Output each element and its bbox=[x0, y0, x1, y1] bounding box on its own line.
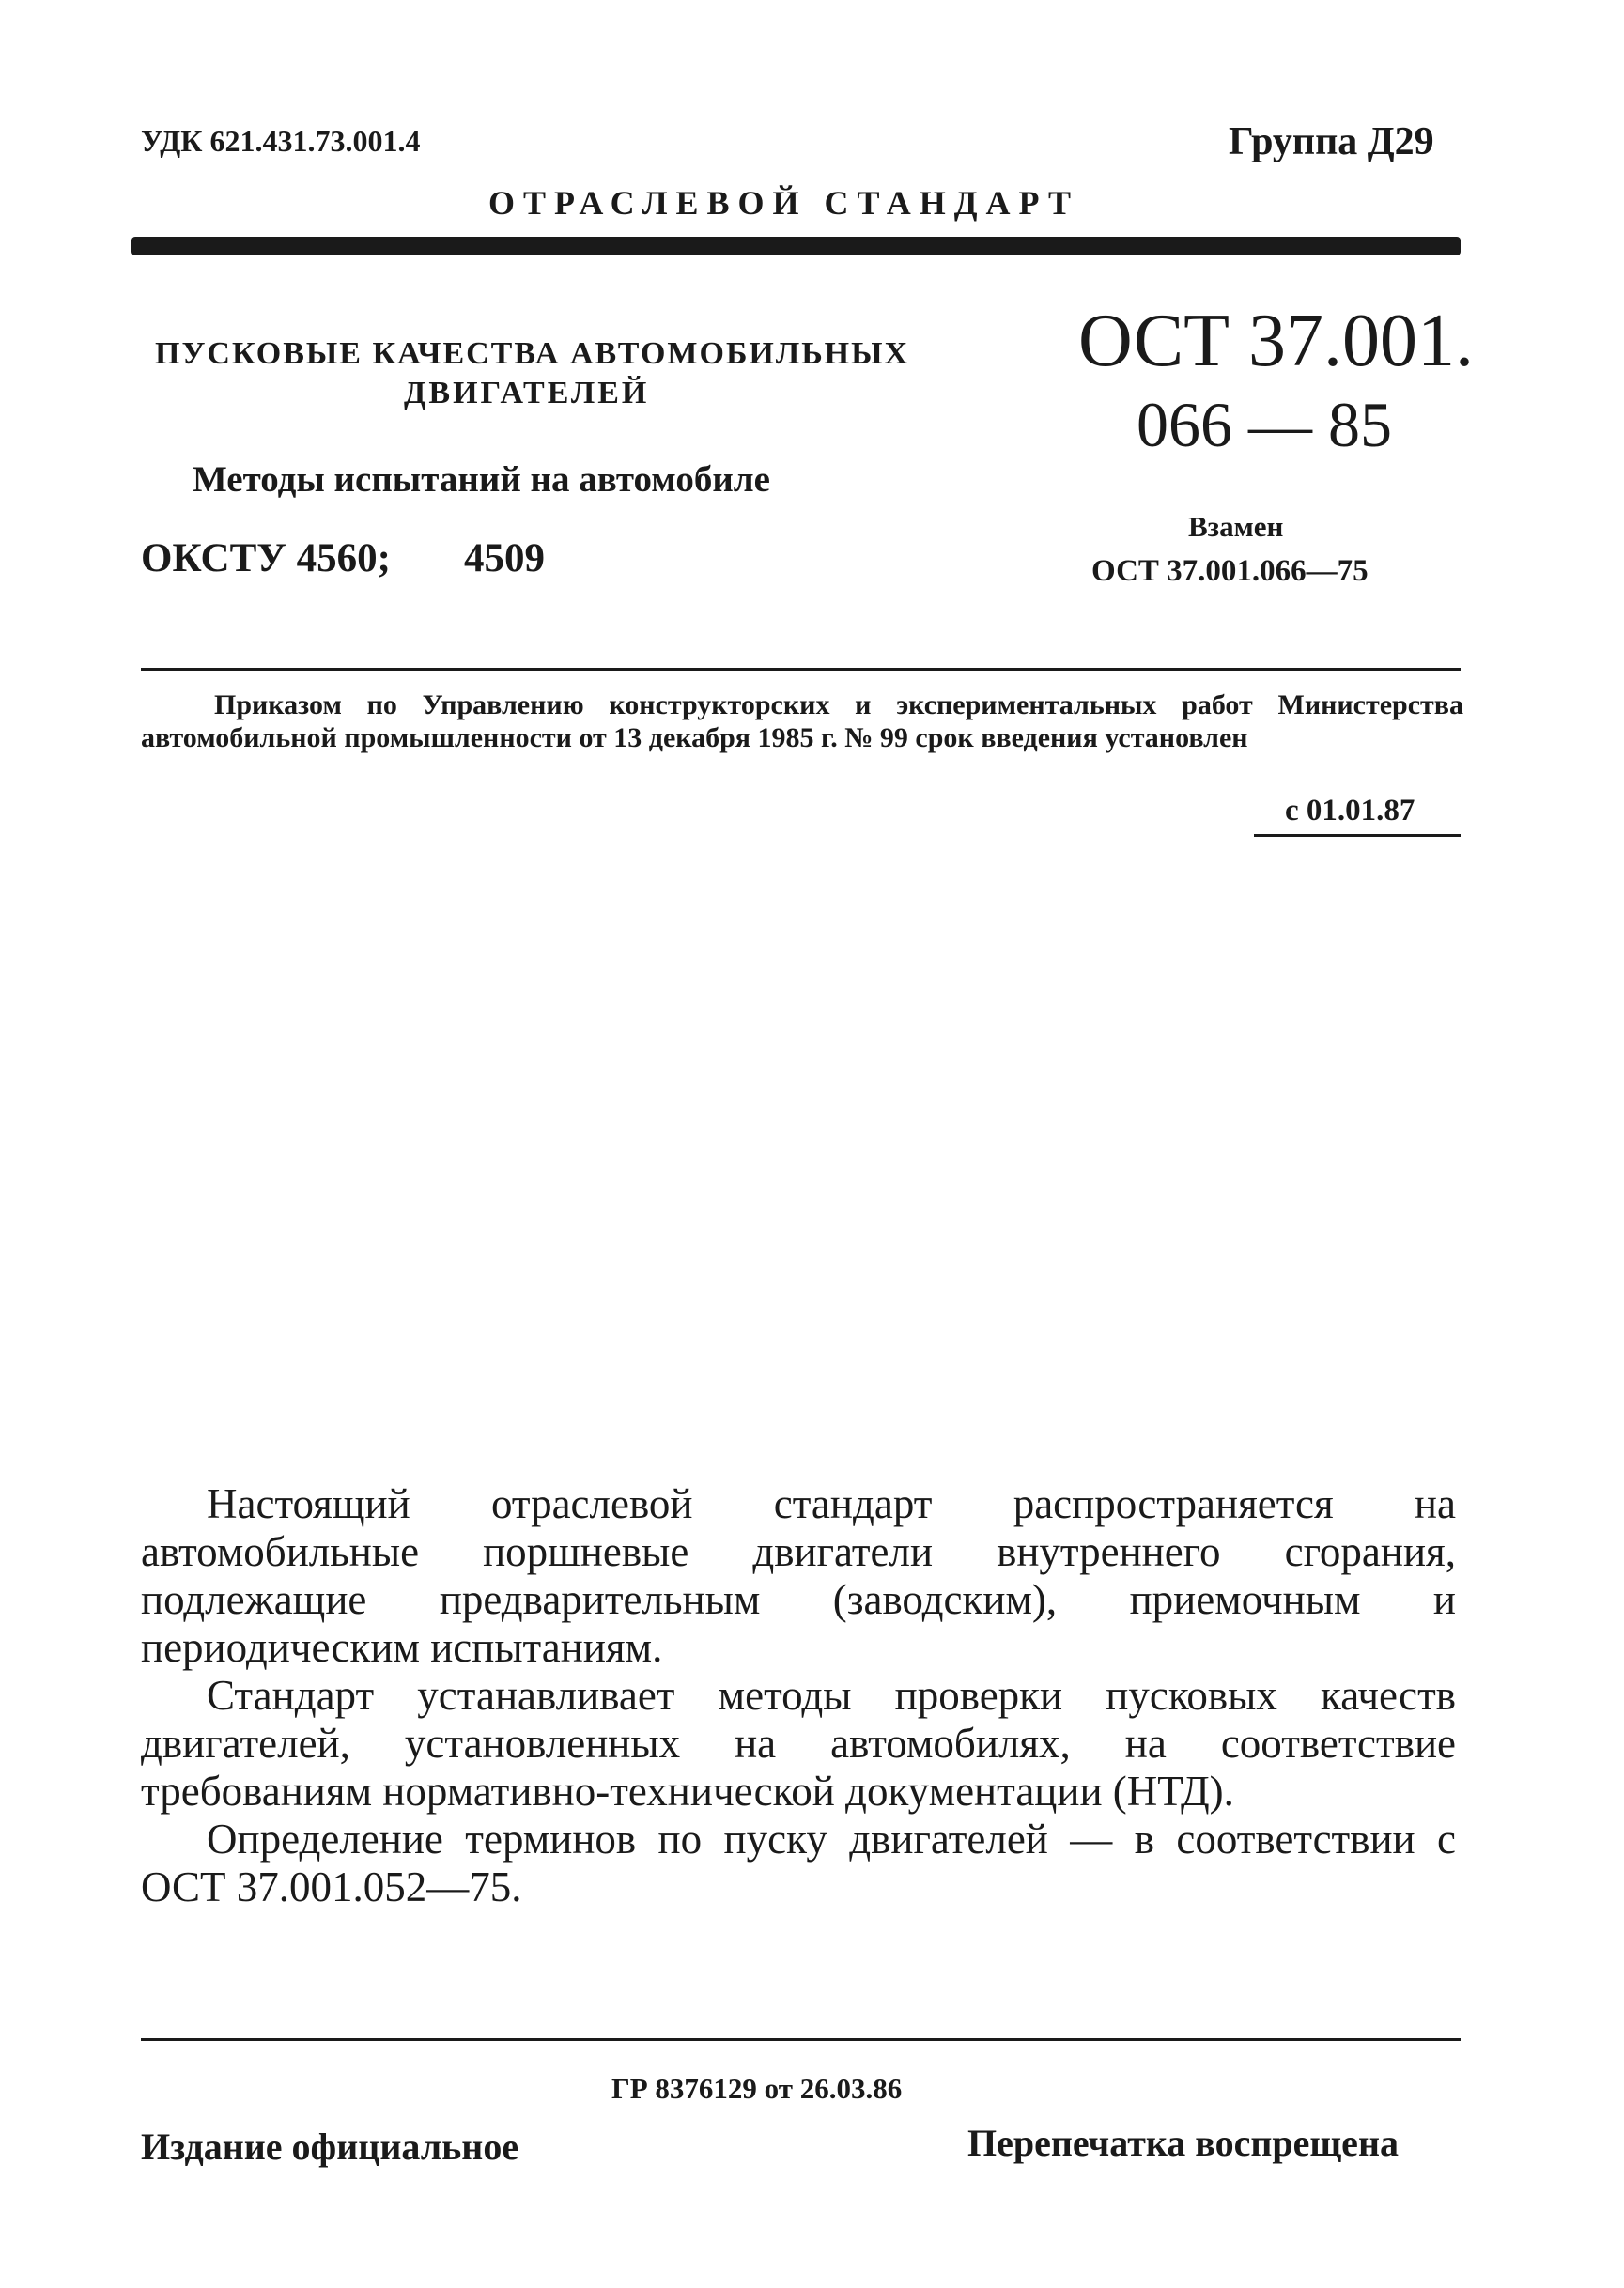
okstu-label: ОКСТУ 4560; bbox=[141, 536, 391, 580]
title-line-1: ПУСКОВЫЕ КАЧЕСТВА АВТОМОБИЛЬНЫХ bbox=[155, 336, 910, 371]
udk-code: УДК 621.431.73.001.4 bbox=[141, 124, 421, 158]
effective-date-underline bbox=[1254, 834, 1461, 837]
edition-note: Издание официальное bbox=[141, 2126, 519, 2168]
body-paragraph-2: Стандарт устанавливает методы проверки пусковых качеств двигателей, установленных на автомобилях, на соответствие требованиям нормативно-технической документации (НТД). bbox=[141, 1672, 1456, 1815]
divider-top bbox=[141, 668, 1461, 671]
body-paragraph-3: Определение терминов по пуску двигателей — в соответствии с ОСТ 37.001.052—75. bbox=[141, 1816, 1456, 1910]
standard-designation-line-1: ОСТ 37.001. bbox=[1078, 300, 1474, 382]
standard-category: ОТРАСЛЕВОЙ СТАНДАРТ bbox=[488, 184, 1079, 222]
replaces-value: ОСТ 37.001.066—75 bbox=[1091, 554, 1369, 588]
header-thick-rule bbox=[131, 237, 1461, 255]
effective-date: с 01.01.87 bbox=[1285, 794, 1415, 827]
divider-bottom bbox=[141, 2038, 1461, 2041]
reprint-note: Перепечатка воспрещена bbox=[967, 2122, 1399, 2164]
okstu-code-2: 4509 bbox=[464, 536, 545, 580]
order-text bbox=[141, 688, 1463, 754]
title-line-2: ДВИГАТЕЛЕЙ bbox=[404, 376, 650, 410]
group-code: Группа Д29 bbox=[1229, 120, 1434, 163]
standard-designation-line-2: 066 — 85 bbox=[1137, 389, 1392, 460]
subtitle: Методы испытаний на автомобиле bbox=[193, 459, 770, 500]
body-text bbox=[141, 1480, 1456, 1911]
registration-number: ГР 8376129 от 26.03.86 bbox=[611, 2072, 903, 2105]
order-paragraph: Приказом по Управлению конструкторских и экспериментальных работ Министерства автомобильной промышленности от 13 декабря 1985 г. № 99 срок введения установлен bbox=[141, 689, 1463, 753]
body-paragraph-1: Настоящий отраслевой стандарт распространяется на автомобильные поршневые двигатели внутреннего сгорания, подлежащие предварительным (заводским), приемочным и периодическим испытаниям. bbox=[141, 1480, 1456, 1671]
replaces-label: Взамен bbox=[1188, 510, 1284, 543]
